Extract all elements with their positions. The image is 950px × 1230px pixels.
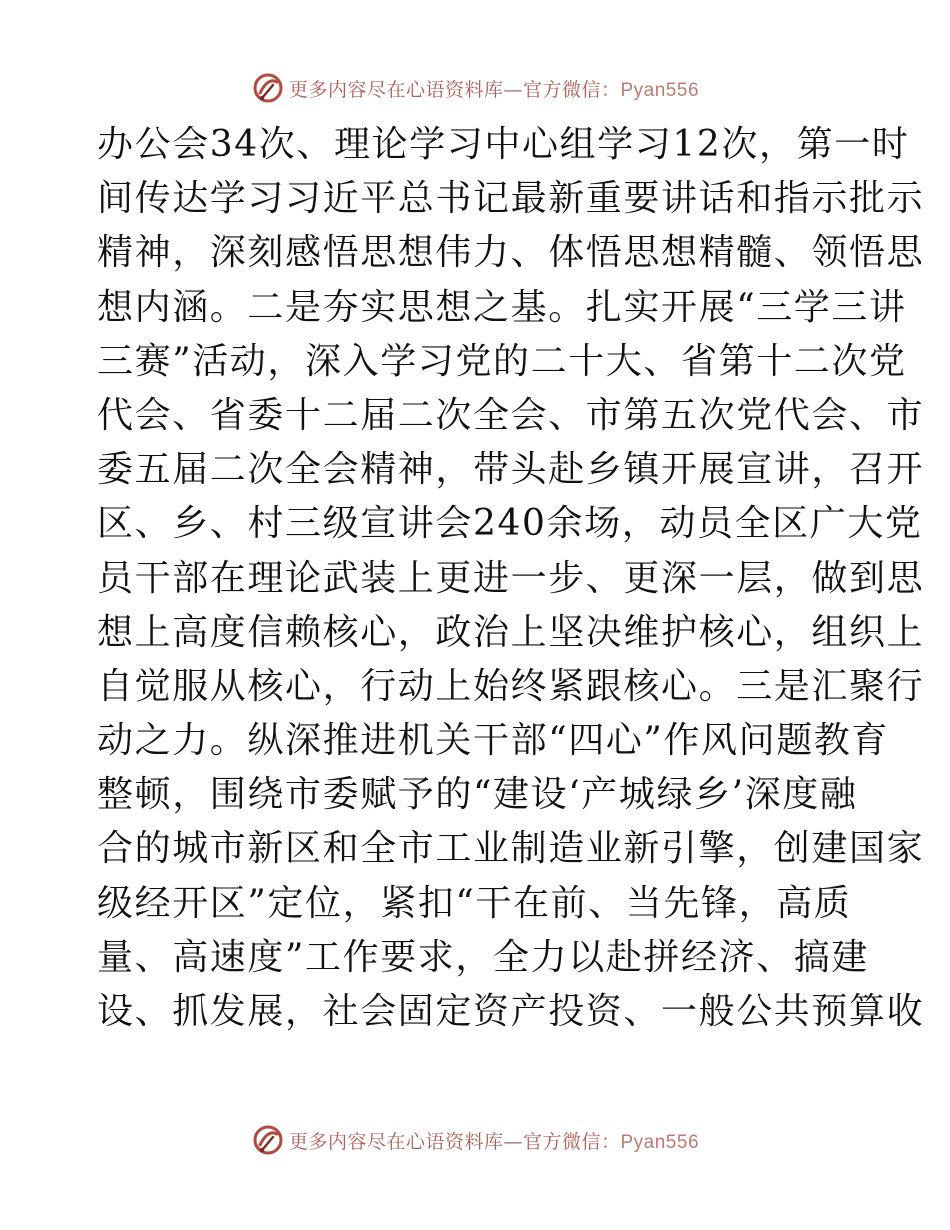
- body-line: 代会、省委十二届二次全会、市第五次党代会、市: [97, 394, 925, 436]
- body-line: 整顿，围绕市委赋予的“建设‘产城绿乡’深度融: [97, 774, 858, 816]
- body-line: 三赛”活动，深入学习党的二十大、省第十二次党: [97, 340, 907, 382]
- watermark-main: 更多内容尽在心语资料库: [288, 78, 504, 101]
- body-line: 量、高速度”工作要求，全力以赴拼经济、搞建: [97, 936, 870, 978]
- watermark-id: Pyan556: [620, 79, 700, 101]
- body-line: 委五届二次全会精神，带头赴乡镇开展宣讲，召开: [97, 449, 925, 491]
- document-body: [97, 118, 925, 1039]
- body-line: 级经开区”定位，紧扣“干在前、当先锋，高质: [97, 882, 852, 924]
- body-line: 想内涵。二是夯实思想之基。扎实开展“三学三讲: [97, 286, 907, 328]
- body-line: 员干部在理论武装上更进一步、更深一层，做到思: [97, 557, 925, 599]
- header-watermark: [0, 68, 950, 108]
- watermark-text: [289, 75, 699, 102]
- watermark-logo-icon: [251, 71, 285, 105]
- body-line: 自觉服从核心，行动上始终紧跟核心。三是汇聚行: [97, 665, 925, 707]
- body-line: 间传达学习习近平总书记最新重要讲话和指示批示: [97, 178, 925, 220]
- watermark-id: Pyan556: [620, 1131, 700, 1153]
- body-line: 设、抓发展，社会固定资产投资、一般公共预算收: [97, 991, 925, 1032]
- body-line: 合的城市新区和全市工业制造业新引擎，创建国家: [97, 828, 925, 870]
- watermark-dash: —: [503, 78, 523, 101]
- body-line: 动之力。纵深推进机关干部“四心”作风问题教育: [97, 720, 890, 762]
- body-line: 想上高度信赖核心，政治上坚决维护核心，组织上: [97, 611, 925, 653]
- footer-watermark: [0, 1120, 950, 1160]
- body-line: 办公会34次、理论学习中心组学习12次，第一时: [97, 124, 910, 165]
- body-line: 区、乡、村三级宣讲会240余场，动员全区广大党: [97, 503, 923, 545]
- body-line: 精神，深刻感悟思想伟力、体悟思想精髓、领悟思: [97, 232, 925, 274]
- watermark-dash: —: [503, 1130, 523, 1153]
- watermark-text: [289, 1127, 699, 1154]
- watermark-logo-icon: [251, 1123, 285, 1157]
- watermark-label: 官方微信：: [522, 1130, 621, 1153]
- watermark-label: 官方微信：: [522, 78, 621, 101]
- watermark-main: 更多内容尽在心语资料库: [288, 1130, 504, 1153]
